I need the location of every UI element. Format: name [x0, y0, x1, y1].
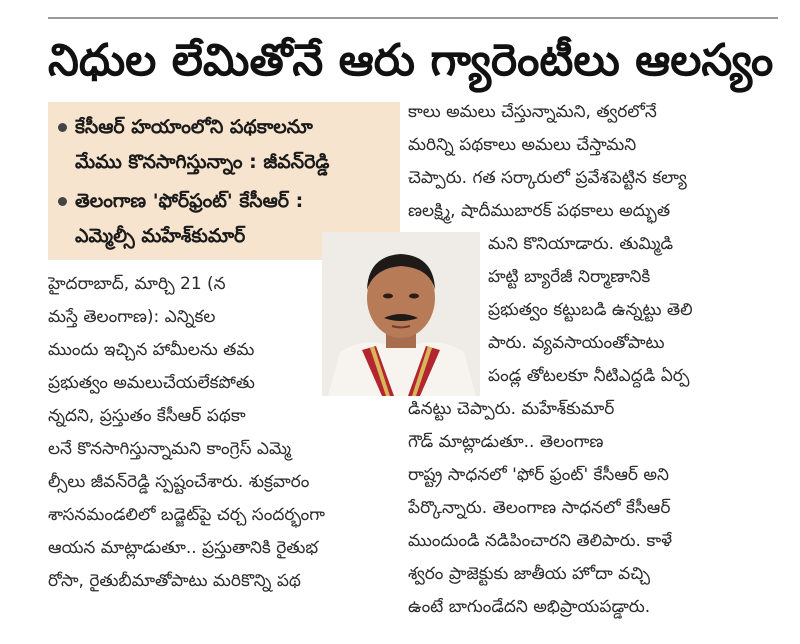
text-line: మని కొనియాడారు. తుమ్మిడి	[488, 234, 674, 254]
text-line: పండ్ల తోటలకూ నీటిఎద్దడి ఏర్ప	[488, 366, 690, 386]
article-column-right-top	[408, 96, 780, 228]
text-line: ప్రభుత్వం కట్టుబడి ఉన్నట్టు తెలి	[488, 300, 693, 320]
bullet-dot-icon	[58, 197, 67, 206]
text-line: మరిన్ని పథకాలు అమలు చేస్తామని	[408, 135, 637, 155]
text-line: ప్రభుత్వం అమలుచేయలేకపోతు	[48, 373, 255, 393]
bullet-dot-icon	[58, 123, 67, 132]
text-line: ల్సీలు జీవన్‌రెడ్డి స్పష్టంచేశారు. శుక్రవారం	[48, 472, 310, 492]
text-line: హైదరాబాద్, మార్చి 21 (న	[48, 274, 226, 294]
article-column-left-bottom	[48, 400, 400, 598]
text-line: న్నదని, ప్రస్తుతం కేసీఆర్ పథకా	[48, 406, 246, 426]
text-line: రాష్ట్ర సాధనలో 'ఫోర్ ఫ్రంట్' కేసీఆర్ అని	[408, 465, 669, 485]
person-portrait-icon	[322, 232, 480, 396]
top-rule	[48, 17, 778, 19]
text-line: డినట్టు చెప్పారు. మహేశ్‌కుమార్	[408, 399, 615, 419]
text-line: ముందుండి నడిపించారని తెలిపారు. కాళే	[408, 531, 673, 551]
text-line: చెప్పారు. గత సర్కారులో ప్రవేశపెట్టిన కల్యా	[408, 168, 687, 188]
text-line: పారు. వ్యవసాయంతోపాటు	[488, 333, 665, 353]
text-line: ముందు ఇచ్చిన హామీలను తమ	[48, 340, 255, 360]
text-line: గౌడ్ మాట్లాడుతూ.. తెలంగాణ	[408, 432, 604, 452]
article-headline: నిధుల లేమితోనే ఆరు గ్యారెంటీలు ఆలస్యం	[48, 35, 774, 86]
text-line: ణలక్ష్మి, షాదీముబారక్ పథకాలు అద్భుత	[408, 201, 671, 221]
text-line: శాసనమండలిలో బడ్జెట్‌పై చర్చ సందర్భంగా	[48, 505, 325, 525]
text-line: హట్టి బ్యారేజీ నిర్మాణానికి	[488, 267, 651, 287]
article-column-right-bottom	[408, 393, 780, 624]
highlight-bullet	[58, 110, 392, 180]
text-line: కాలు అమలు చేస్తున్నామని, త్వరలోనే	[408, 102, 657, 122]
highlight-line: ఎమ్మెల్సీ మహేశ్‌కుమార్	[75, 225, 246, 247]
text-line: మస్తే తెలంగాణ): ఎన్నికల	[48, 307, 216, 327]
text-line: శ్వరం ప్రాజెక్టుకు జాతీయ హోదా వచ్చి	[408, 564, 651, 584]
text-line: ఉంటే బాగుండేదని అభిప్రాయపడ్డారు.	[408, 597, 651, 617]
highlight-line: మేము కొనసాగిస్తున్నాం : జీవన్‌రెడ్డి	[75, 151, 330, 173]
article-column-left-top	[48, 268, 318, 400]
highlight-line: తెలంగాణ 'ఫోర్‌ఫ్రంట్' కేసీఆర్ :	[75, 190, 304, 212]
article-column-right-mid	[488, 228, 780, 393]
text-line: పేర్కొన్నారు. తెలంగాణ సాధనలో కేసీఆర్	[408, 498, 671, 518]
text-line: లనే కొనసాగిస్తున్నామని కాంగ్రెస్ ఎమ్మె	[48, 439, 291, 459]
portrait-photo	[322, 232, 480, 396]
text-line: ఆయన మాట్లాడుతూ.. ప్రస్తుతానికి రైతుభ	[48, 538, 319, 558]
text-line: రోసా, రైతుబీమాతోపాటు మరికొన్ని పథ	[48, 571, 301, 591]
highlight-line: కేసీఆర్ హయాంలోని పథకాలనూ	[75, 116, 313, 138]
